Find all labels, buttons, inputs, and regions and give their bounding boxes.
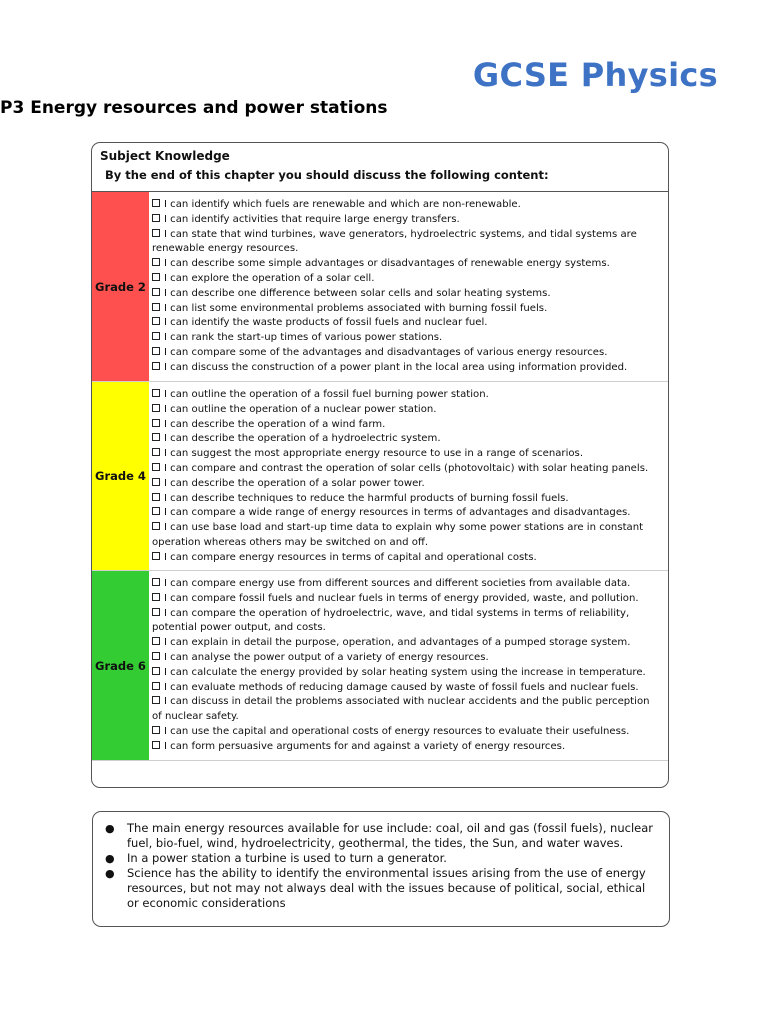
objective-item (152, 418, 660, 433)
checkbox-icon[interactable] (152, 419, 160, 427)
objective-item (152, 651, 660, 666)
objective-text: I can identify which fuels are renewable and which are non-renewable. (164, 199, 521, 210)
objective-item (152, 272, 660, 287)
checkbox-icon[interactable] (152, 578, 160, 586)
objective-text: I can describe some simple advantages or disadvantages of renewable energy systems. (164, 258, 610, 270)
objective-item (152, 432, 660, 447)
objective-text: I can form persuasive arguments for and against a variety of energy resources. (164, 740, 566, 752)
checkbox-icon[interactable] (152, 493, 160, 501)
checkbox-icon[interactable] (152, 522, 160, 530)
bullet-icon: ● (105, 822, 115, 835)
objective-item (152, 477, 660, 492)
objective-text: I can describe the operation of a solar power tower. (164, 477, 425, 489)
objective-item (152, 388, 660, 403)
checkbox-icon[interactable] (152, 258, 160, 266)
fact-item (103, 866, 659, 911)
objective-item (152, 462, 660, 477)
objective-item (152, 198, 660, 213)
subject-knowledge-heading: Subject Knowledge (100, 149, 230, 163)
objective-item (152, 302, 660, 317)
checkbox-icon[interactable] (152, 273, 160, 281)
subject-knowledge-box (91, 142, 669, 788)
subject-knowledge-header (92, 143, 668, 192)
grade-row (92, 571, 668, 761)
grade-objectives-list (149, 192, 668, 381)
objective-text: I can state that wind turbines, wave generators, hydroelectric systems, and tidal systems are renewable energy resources. (152, 228, 637, 255)
checkbox-icon[interactable] (152, 288, 160, 296)
checkbox-icon[interactable] (152, 696, 160, 704)
objective-item (152, 506, 660, 521)
objective-item (152, 695, 660, 725)
bullet-icon: ● (105, 867, 115, 880)
objective-item (152, 447, 660, 462)
checkbox-icon[interactable] (152, 741, 160, 749)
chapter-title: P3 Energy resources and power stations (0, 98, 388, 118)
objective-item (152, 346, 660, 361)
objective-item (152, 257, 660, 272)
grade-objectives-list (149, 571, 668, 760)
bullet-icon: ● (105, 852, 115, 865)
objective-item (152, 551, 660, 566)
checkbox-icon[interactable] (152, 332, 160, 340)
grades-table (92, 192, 668, 761)
objective-item (152, 403, 660, 418)
objective-item (152, 361, 660, 376)
grade-label: Grade 2 (92, 192, 149, 381)
fact-text: Science has the ability to identify the environmental issues arising from the use of energy resources, but not may not always deal with the issues because of political, social, ethical or economic considerations (127, 866, 646, 910)
checkbox-icon[interactable] (152, 463, 160, 471)
grade-objectives-list (149, 382, 668, 570)
objective-text: I can identify the waste products of fossil fuels and nuclear fuel. (164, 317, 488, 329)
objective-text: I can suggest the most appropriate energy resource to use in a range of scenarios. (164, 448, 584, 460)
objective-text: I can use the capital and operational costs of energy resources to evaluate their usefulness. (164, 725, 630, 737)
objective-text: I can compare a wide range of energy resources in terms of advantages and disadvantages. (164, 507, 631, 519)
fact-item (103, 851, 659, 866)
grade-label: Grade 4 (92, 382, 149, 570)
checkbox-icon[interactable] (152, 347, 160, 355)
objective-text: I can describe the operation of a wind farm. (164, 418, 386, 430)
checkbox-icon[interactable] (152, 362, 160, 370)
objective-item (152, 607, 660, 637)
objective-item (152, 521, 660, 551)
checkbox-icon[interactable] (152, 433, 160, 441)
checkbox-icon[interactable] (152, 608, 160, 616)
fact-text: In a power station a turbine is used to turn a generator. (127, 851, 447, 865)
objective-text: I can compare and contrast the operation of solar cells (photovoltaic) with solar heating panels. (164, 462, 649, 474)
objective-text: I can compare energy resources in terms of capital and operational costs. (164, 551, 537, 563)
objective-text: I can evaluate methods of reducing damage caused by waste of fossil fuels and nuclear fuels. (164, 681, 639, 693)
objective-text: I can compare fossil fuels and nuclear fuels in terms of energy provided, waste, and pollution. (164, 592, 639, 604)
objective-text: I can calculate the energy provided by solar heating system using the increase in temperature. (164, 666, 646, 678)
objective-item (152, 740, 660, 755)
objective-text: I can explore the operation of a solar cell. (164, 272, 375, 284)
checkbox-icon[interactable] (152, 214, 160, 222)
objective-item (152, 213, 660, 228)
checkbox-icon[interactable] (152, 652, 160, 660)
objective-text: I can discuss the construction of a power plant in the local area using information provided. (164, 361, 628, 373)
objective-text: I can discuss in detail the problems associated with nuclear accidents and the public perception of nuclear safety. (152, 696, 650, 723)
checkbox-icon[interactable] (152, 552, 160, 560)
objective-item (152, 592, 660, 607)
objective-text: I can describe techniques to reduce the harmful products of burning fossil fuels. (164, 492, 569, 504)
objective-item (152, 492, 660, 507)
objective-text: I can compare some of the advantages and disadvantages of various energy resources. (164, 346, 608, 358)
objective-text: I can outline the operation of a nuclear power station. (164, 403, 437, 415)
fact-text: The main energy resources available for use include: coal, oil and gas (fossil fuels), nuclear fuel, bio-fuel, wind, hydroelectricity, geothermal, the tides, the Sun, and water waves. (127, 821, 654, 850)
checkbox-icon[interactable] (152, 637, 160, 645)
checkbox-icon[interactable] (152, 199, 160, 207)
objective-text: I can list some environmental problems associated with burning fossil fuels. (164, 302, 548, 314)
checkbox-icon[interactable] (152, 404, 160, 412)
fact-item (103, 821, 659, 851)
checkbox-icon[interactable] (152, 478, 160, 486)
objective-text: I can rank the start-up times of various power stations. (164, 332, 443, 344)
checkbox-icon[interactable] (152, 667, 160, 675)
objective-item (152, 681, 660, 696)
key-facts-box (92, 811, 670, 927)
objective-item (152, 228, 660, 258)
objective-text: I can describe one difference between solar cells and solar heating systems. (164, 287, 551, 299)
objective-text: I can compare energy use from different sources and different societies from available data. (164, 578, 631, 589)
grade-row (92, 192, 668, 382)
checkbox-icon[interactable] (152, 682, 160, 690)
objective-item (152, 636, 660, 651)
checkbox-icon[interactable] (152, 389, 160, 397)
objective-item (152, 316, 660, 331)
objective-text: I can describe the operation of a hydroelectric system. (164, 433, 441, 445)
checkbox-icon[interactable] (152, 507, 160, 515)
checkbox-icon[interactable] (152, 229, 160, 237)
checkbox-icon[interactable] (152, 448, 160, 456)
checkbox-icon[interactable] (152, 593, 160, 601)
objective-text: I can analyse the power output of a variety of energy resources. (164, 651, 489, 663)
objective-item (152, 725, 660, 740)
objective-text: I can identify activities that require large energy transfers. (164, 213, 460, 225)
page-header-title: GCSE Physics (472, 56, 718, 94)
objective-text: I can outline the operation of a fossil fuel burning power station. (164, 389, 489, 400)
grade-row (92, 382, 668, 571)
objective-item (152, 287, 660, 302)
key-facts-list (103, 821, 659, 911)
objective-item (152, 577, 660, 592)
objective-text: I can explain in detail the purpose, operation, and advantages of a pumped storage system. (164, 637, 631, 649)
objective-item (152, 666, 660, 681)
objective-text: I can compare the operation of hydroelectric, wave, and tidal systems in terms of reliability, potential power output, and costs. (152, 607, 630, 634)
subject-knowledge-intro: By the end of this chapter you should discuss the following content: (105, 168, 549, 182)
checkbox-icon[interactable] (152, 317, 160, 325)
checkbox-icon[interactable] (152, 303, 160, 311)
objective-item (152, 331, 660, 346)
blank-row (92, 761, 668, 787)
objective-text: I can use base load and start-up time data to explain why some power stations are in constant operation whereas others may be switched on and off. (152, 522, 644, 548)
checkbox-icon[interactable] (152, 726, 160, 734)
grade-label: Grade 6 (92, 571, 149, 760)
